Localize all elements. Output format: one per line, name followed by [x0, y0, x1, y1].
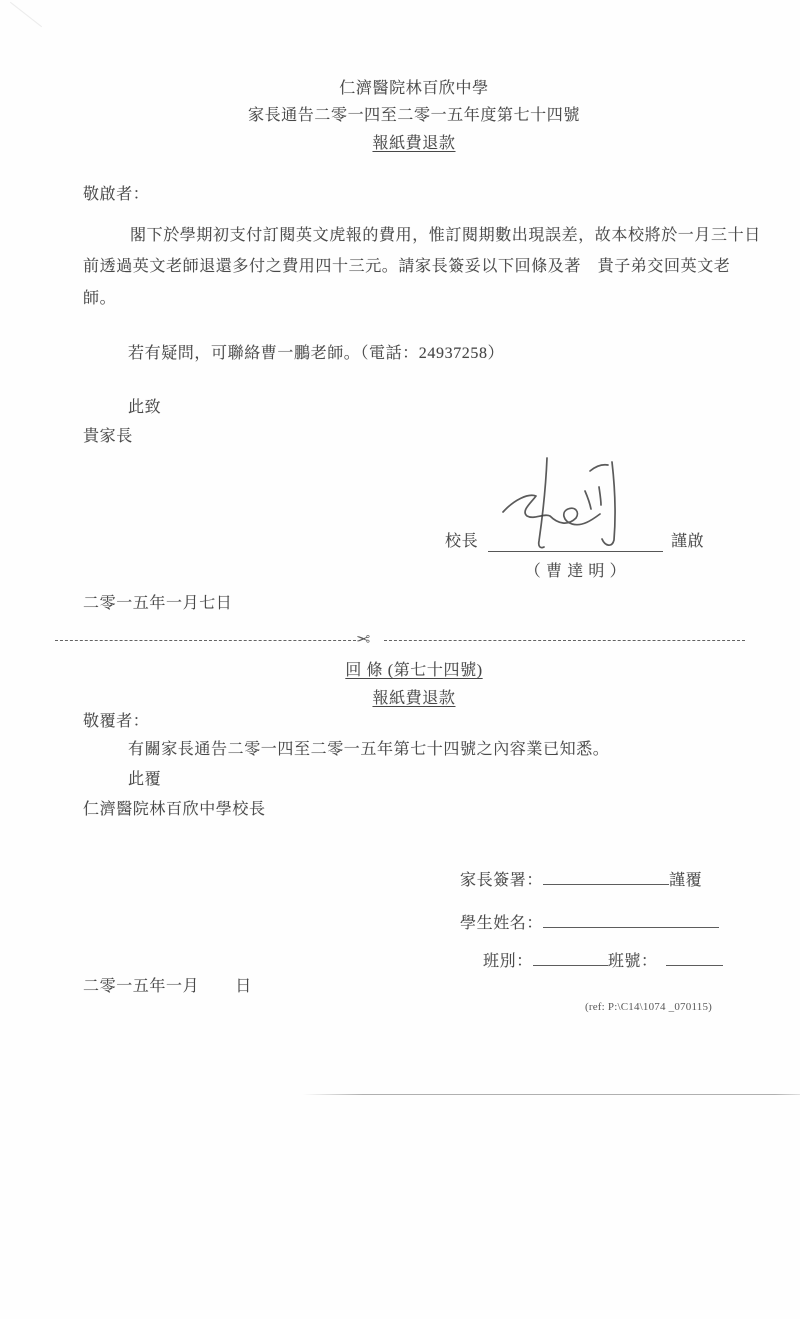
- notice-salutation: 敬啟者：: [83, 186, 150, 203]
- student-name-label: 學生姓名：: [460, 915, 544, 932]
- notice-body-line: 師。: [83, 290, 117, 307]
- parent-signature-line: [543, 884, 669, 885]
- reply-date-day: 日: [235, 978, 252, 995]
- student-name-line: [543, 927, 719, 928]
- reply-addressee: 仁濟醫院林百欣中學校長: [83, 801, 266, 818]
- scissors-icon: ✂: [356, 630, 371, 650]
- cut-line-right: [384, 640, 745, 641]
- class-no-line: [666, 965, 723, 966]
- contact-line: 若有疑問，可聯絡曹一鵬老師。（電話：24937258）: [128, 345, 505, 362]
- reply-salutation: 敬覆者：: [83, 713, 150, 730]
- reply-date-prefix: 二零一五年一月: [83, 978, 200, 995]
- scissors-icon-wrap: [356, 630, 370, 650]
- principal-signature-image: [490, 455, 655, 555]
- notice-date: 二零一五年一月七日: [83, 595, 233, 612]
- reply-subject-text: 報紙費退款: [372, 690, 456, 707]
- reply-date-row: [83, 977, 252, 996]
- notice-body-line: 前透過英文老師退還多付之費用四十三元。請家長簽妥以下回條及著 貴子弟交回英文老: [83, 258, 731, 275]
- reply-closing: 此覆: [128, 771, 162, 788]
- notice-addressee: 貴家長: [83, 428, 133, 445]
- reply-title-text: 回 條 (第七十四號): [345, 662, 483, 679]
- reply-body: 有關家長通告二零一四至二零一五年第七十四號之內容業已知悉。: [128, 741, 610, 758]
- class-label: 班別：: [483, 953, 533, 970]
- reply-title: [88, 661, 740, 680]
- scan-corner-artifact: [10, 2, 42, 27]
- respectfully-label: 謹啟: [671, 533, 705, 550]
- school-name: 仁濟醫院林百欣中學: [339, 80, 489, 97]
- scan-artifact-line: [303, 1094, 800, 1095]
- reply-subject: [88, 689, 740, 708]
- notice-closing: 此致: [128, 399, 162, 416]
- notice-body-line: 閣下於學期初支付訂閱英文虎報的費用，惟訂閱期數出現誤差，故本校將於一月三十日: [130, 227, 761, 244]
- class-row: [483, 952, 723, 971]
- principal-signature-line: [488, 551, 663, 552]
- ref-code: (ref: P:\C14\1074 _070115): [585, 1001, 713, 1013]
- notice-subject-text: 報紙費退款: [372, 135, 456, 152]
- principal-label: 校長: [445, 533, 479, 550]
- cut-line-left: [55, 640, 356, 641]
- class-no-label: 班號：: [607, 953, 658, 970]
- principal-name: （ 曹 達 明 ）: [524, 563, 627, 580]
- parent-signature-label: 家長簽署：: [460, 872, 544, 889]
- parent-signature-row: [460, 871, 702, 890]
- notice-number-line: 家長通告二零一四至二零一五年度第七十四號: [247, 107, 580, 124]
- parent-respectfully-label: 謹覆: [669, 872, 703, 889]
- notice-subject: [88, 134, 740, 153]
- class-line: [533, 965, 608, 966]
- student-name-row: [460, 914, 719, 933]
